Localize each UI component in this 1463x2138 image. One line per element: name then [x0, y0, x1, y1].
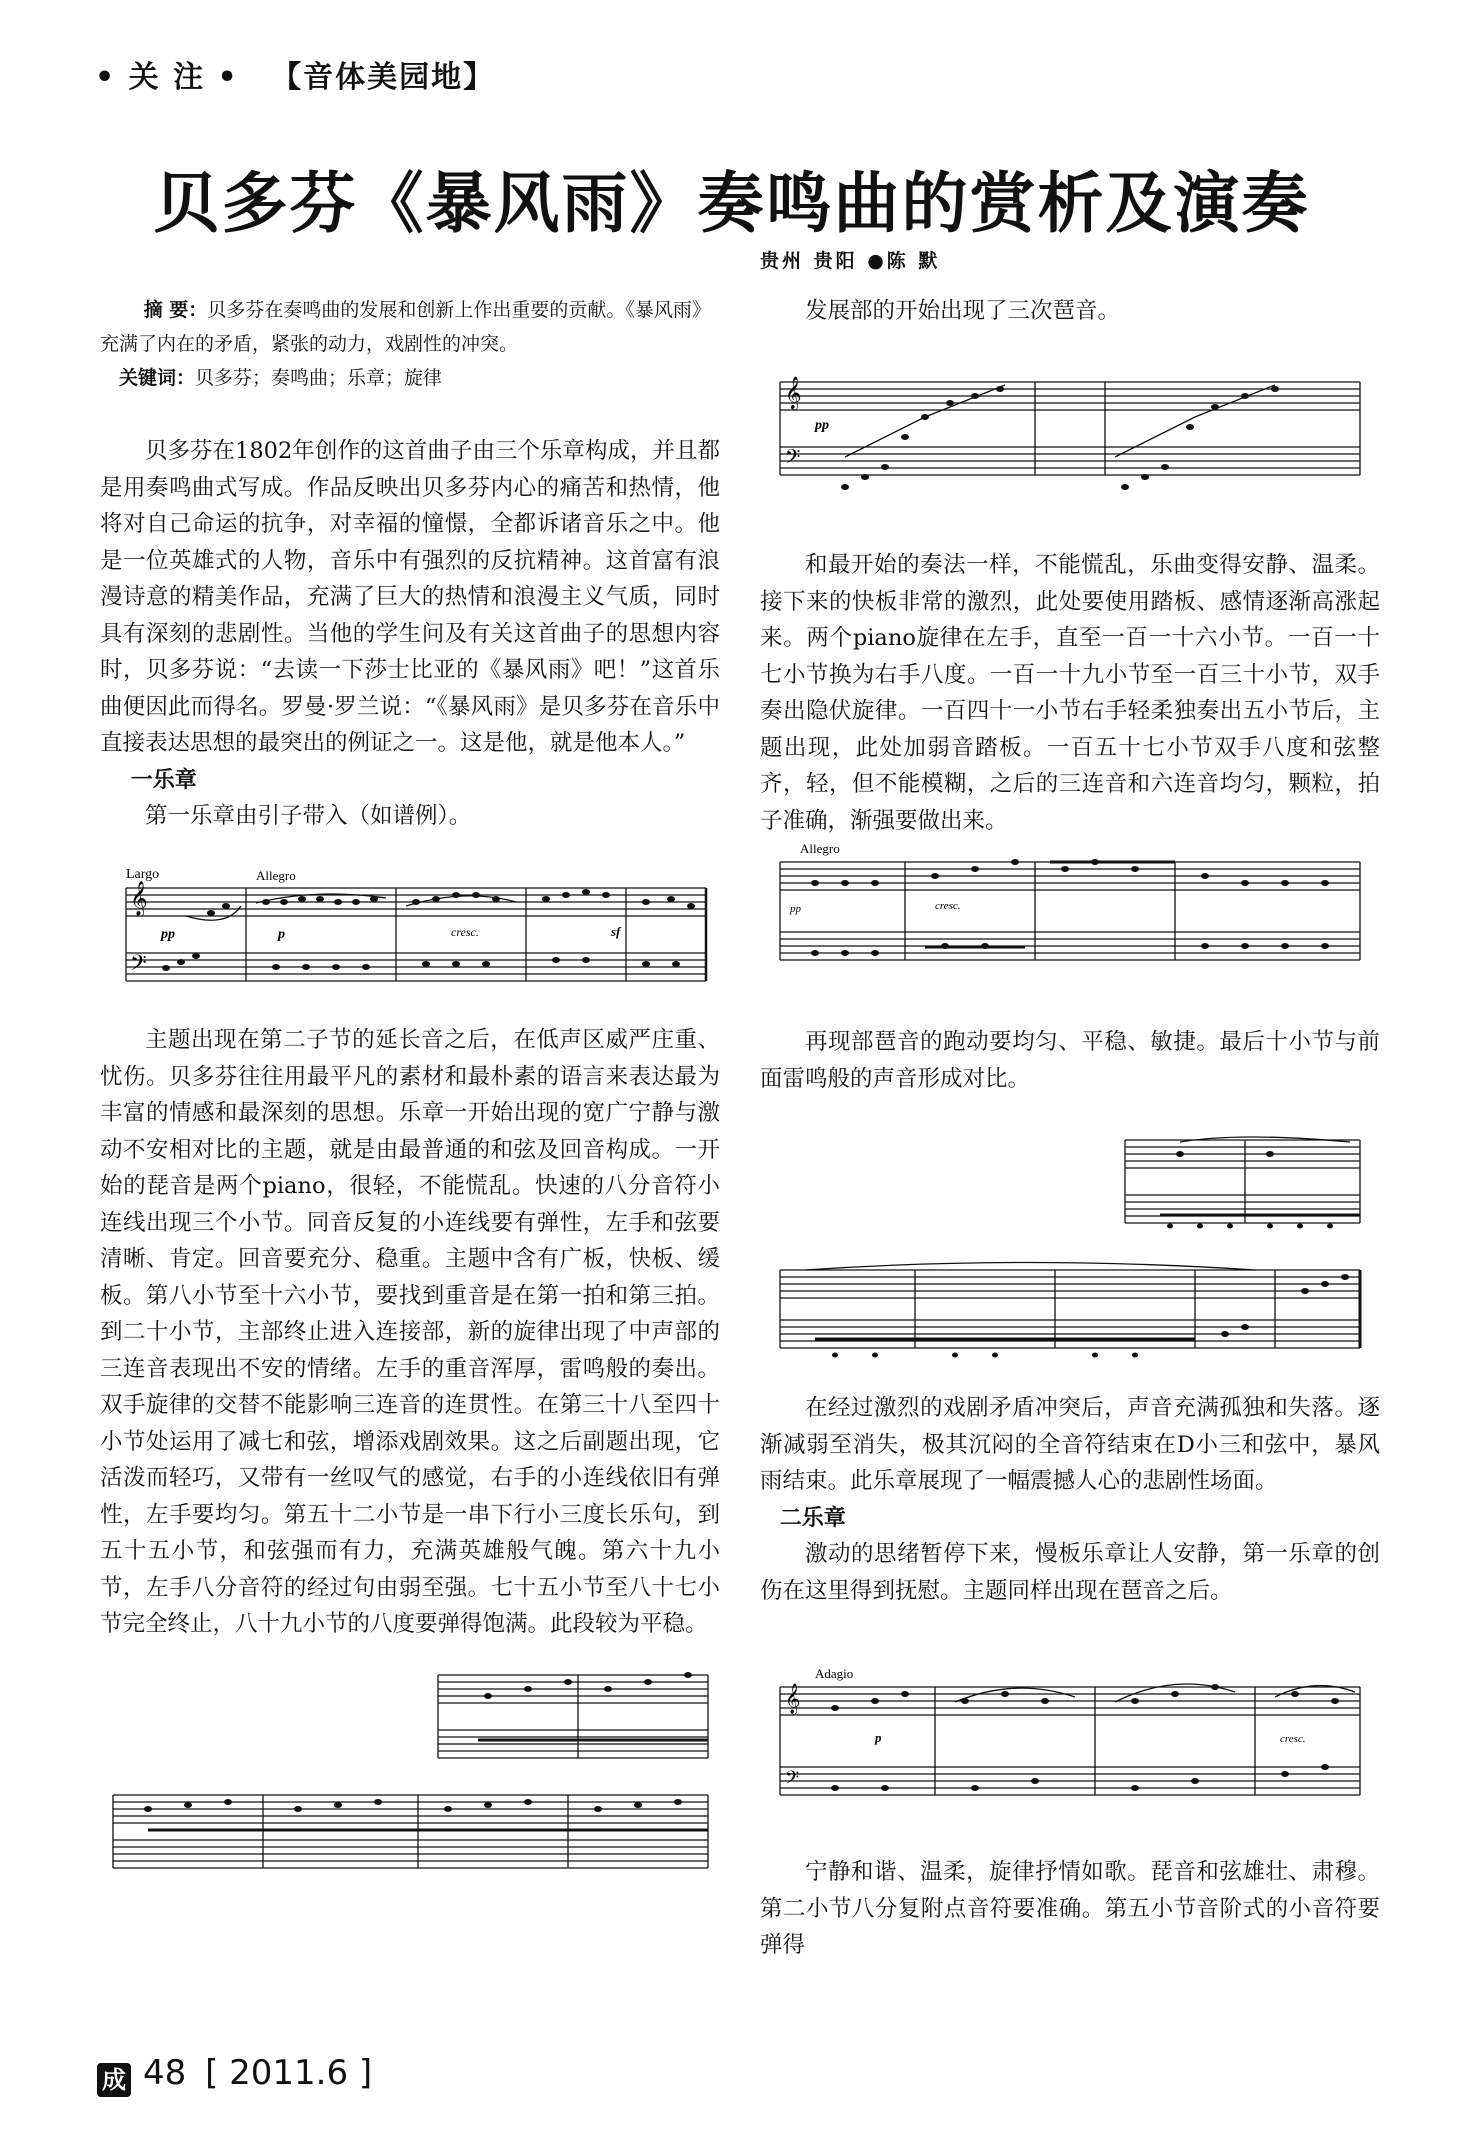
score-1-tempo-2: Allegro [256, 868, 296, 883]
section-header [95, 52, 495, 96]
development-intro: 发展部的开始出现了三次琶音。 [805, 298, 1121, 324]
article-title: 贝多芬《暴风雨》奏鸣曲的赏析及演奏 [153, 164, 1310, 242]
movement-2-intro: 激动的思绪暂停下来，慢板乐章让人安静，第一乐章的创伤在这里得到抚慰。主题同样出现在琶音之后。 [760, 1541, 1380, 1604]
movement-1-intro: 第一乐章由引子带入（如谱例）。 [145, 803, 472, 829]
column-label: 【音体美园地】 [271, 60, 496, 95]
right-column-end [760, 1854, 1380, 1964]
score-4-svg [775, 837, 1365, 1007]
score-example-4 [775, 837, 1365, 1007]
page-number: 48 [143, 2053, 187, 2093]
score-example-2 [108, 1660, 713, 1900]
score-1-dyn-1: pp [161, 927, 175, 942]
score-1-dyn-4: sf [611, 924, 621, 939]
svg-text:𝄞: 𝄞 [785, 376, 802, 409]
score-example-6 [775, 1255, 1365, 1365]
score-4-dyn-1: pp [790, 903, 801, 915]
score-4-tempo: Allegro [800, 841, 840, 856]
right-column-top [760, 293, 1380, 330]
heading-movement-1: 一乐章 [130, 766, 197, 793]
score-5-svg [1120, 1130, 1365, 1235]
section-label: • 关 注 • [95, 60, 239, 95]
score-4-dyn-2: cresc. [935, 900, 961, 912]
score-1-tempo-1: Largo [126, 867, 160, 882]
svg-text:𝄢: 𝄢 [785, 445, 801, 473]
keywords-paragraph [119, 361, 720, 395]
right-column-bottom [760, 1390, 1380, 1609]
score-7-tempo: Adagio [815, 1666, 854, 1681]
page-footer [97, 2053, 372, 2097]
svg-text:𝄢: 𝄢 [785, 1768, 800, 1793]
right-column-recap [760, 1024, 1380, 1097]
author-line: 贵州 贵阳 ●陈 默 [760, 250, 941, 272]
abstract-text: 贝多芬在奏鸣曲的发展和创新上作出重要的贡献。《暴风雨》充满了内在的矛盾，紧张的动力，戏剧性的冲突。 [100, 299, 711, 355]
recapitulation-analysis: 再现部琶音的跑动要均匀、平稳、敏捷。最后十小节与前面雷鸣般的声音形成对比。 [760, 1029, 1380, 1092]
score-7-dyn-1: p [875, 1730, 882, 1745]
abstract-label: 摘 要： [143, 299, 208, 321]
score-example-1 [106, 858, 711, 1010]
intro-paragraph: 贝多芬在1802年创作的这首曲子由三个乐章构成，并且都是用奏鸣曲式写成。作品反映出贝多芬内心的痛苦和热情，他将对自己命运的抗争，对幸福的憧憬，全都诉诸音乐之中。他是一位英雄式的人物，音乐中有强烈的反抗精神。这首富有浪漫诗意的精美作品，充满了巨大的热情和浪漫主义气质，同时具有深刻的悲剧性。当他的学生问及有关这首曲子的思想内容时，贝多芬说：“去读一下莎士比亚的《暴风雨》吧！”这首乐曲便因此而得名。罗曼·罗兰说：“《暴风雨》是贝多芬在音乐中直接表达思想的最突出的例证之一。这是他，就是他本人。” [100, 438, 720, 756]
left-column-top [100, 433, 720, 835]
left-column-bottom [100, 1022, 720, 1643]
score-example-3 [775, 347, 1365, 525]
abstract-paragraph [100, 293, 720, 361]
score-1-svg [106, 858, 711, 1010]
score-1-dyn-3: cresc. [451, 925, 479, 939]
svg-text:𝄢: 𝄢 [130, 951, 147, 981]
keywords-text: 贝多芬；奏鸣曲；乐章；旋律 [195, 367, 443, 389]
score-example-7 [775, 1662, 1365, 1832]
heading-movement-2: 二乐章 [779, 1504, 846, 1531]
score-7-svg [775, 1662, 1365, 1832]
movement-1-analysis: 主题出现在第二子节的延长音之后，在低声区威严庄重、忧伤。贝多芬往往用最平凡的素材和最朴素的语言来表达最为丰富的情感和最深刻的思想。乐章一开始出现的宽广宁静与激动不安相对比的主题，就是由最普通的和弦及回音构成。一开始的琵音是两个piano，很轻，不能慌乱。快速的八分音符小连线出现三个小节。同音反复的小连线要有弹性，左手和弦要清晰、肯定。回音要充分、稳重。主题中含有广板，快板、缓板。第八小节至十六小节，要找到重音是在第一拍和第三拍。到二十小节，主部终止进入连接部，新的旋律出现了中声部的三连音表现出不安的情绪。左手的重音浑厚，雷鸣般的奏出。双手旋律的交替不能影响三连音的连贯性。在第三十八至四十小节处运用了减七和弦，增添戏剧效果。这之后副题出现，它活泼而轻巧，又带有一丝叹气的感觉，右手的小连线依旧有弹性，左手要均匀。第五十二小节是一串下行小三度长乐句，到五十五小节，和弦强而有力，充满英雄般气魄。第六十九小节，左手八分音符的经过句由弱至强。七十五小节至八十七小节完全终止，八十九小节的八度要弹得饱满。此段较为平稳。 [100, 1027, 720, 1637]
magazine-logo-icon: 成 [97, 2063, 131, 2097]
keywords-label: 关键词： [119, 367, 196, 389]
score-7-dyn-2: cresc. [1280, 1733, 1306, 1745]
score-example-5 [1120, 1130, 1365, 1235]
issue-number: [ 2011.6 ] [205, 2053, 373, 2093]
score-3-svg [775, 347, 1365, 525]
score-6-svg [775, 1255, 1365, 1365]
svg-text:𝄞: 𝄞 [130, 881, 148, 916]
abstract-block [100, 293, 720, 395]
svg-text:𝄞: 𝄞 [785, 1684, 801, 1714]
right-column-mid [760, 547, 1380, 839]
development-analysis: 和最开始的奏法一样，不能慌乱，乐曲变得安静、温柔。接下来的快板非常的激烈，此处要使用踏板、感情逐渐高涨起来。两个piano旋律在左手，直至一百一十六小节。一百一十七小节换为右手八度。一百一十九小节至一百三十小节，双手奏出隐伏旋律。一百四十一小节右手轻柔独奏出五小节后，主题出现，此处加弱音踏板。一百五十七小节双手八度和弦整齐，轻，但不能模糊，之后的三连音和六连音均匀，颗粒，拍子准确，渐强要做出来。 [760, 552, 1380, 834]
movement-2-analysis: 宁静和谐、温柔，旋律抒情如歌。琵音和弦雄壮、肃穆。第二小节八分复附点音符要准确。第五小节音阶式的小音符要弹得 [760, 1859, 1380, 1958]
score-2-svg [108, 1660, 713, 1900]
score-3-dyn-1: pp [815, 418, 829, 433]
score-1-dyn-2: p [278, 927, 285, 942]
movement-1-ending: 在经过激烈的戏剧矛盾冲突后，声音充满孤独和失落。逐渐减弱至消失，极其沉闷的全音符结束在D小三和弦中，暴风雨结束。此乐章展现了一幅震撼人心的悲剧性场面。 [760, 1395, 1380, 1494]
